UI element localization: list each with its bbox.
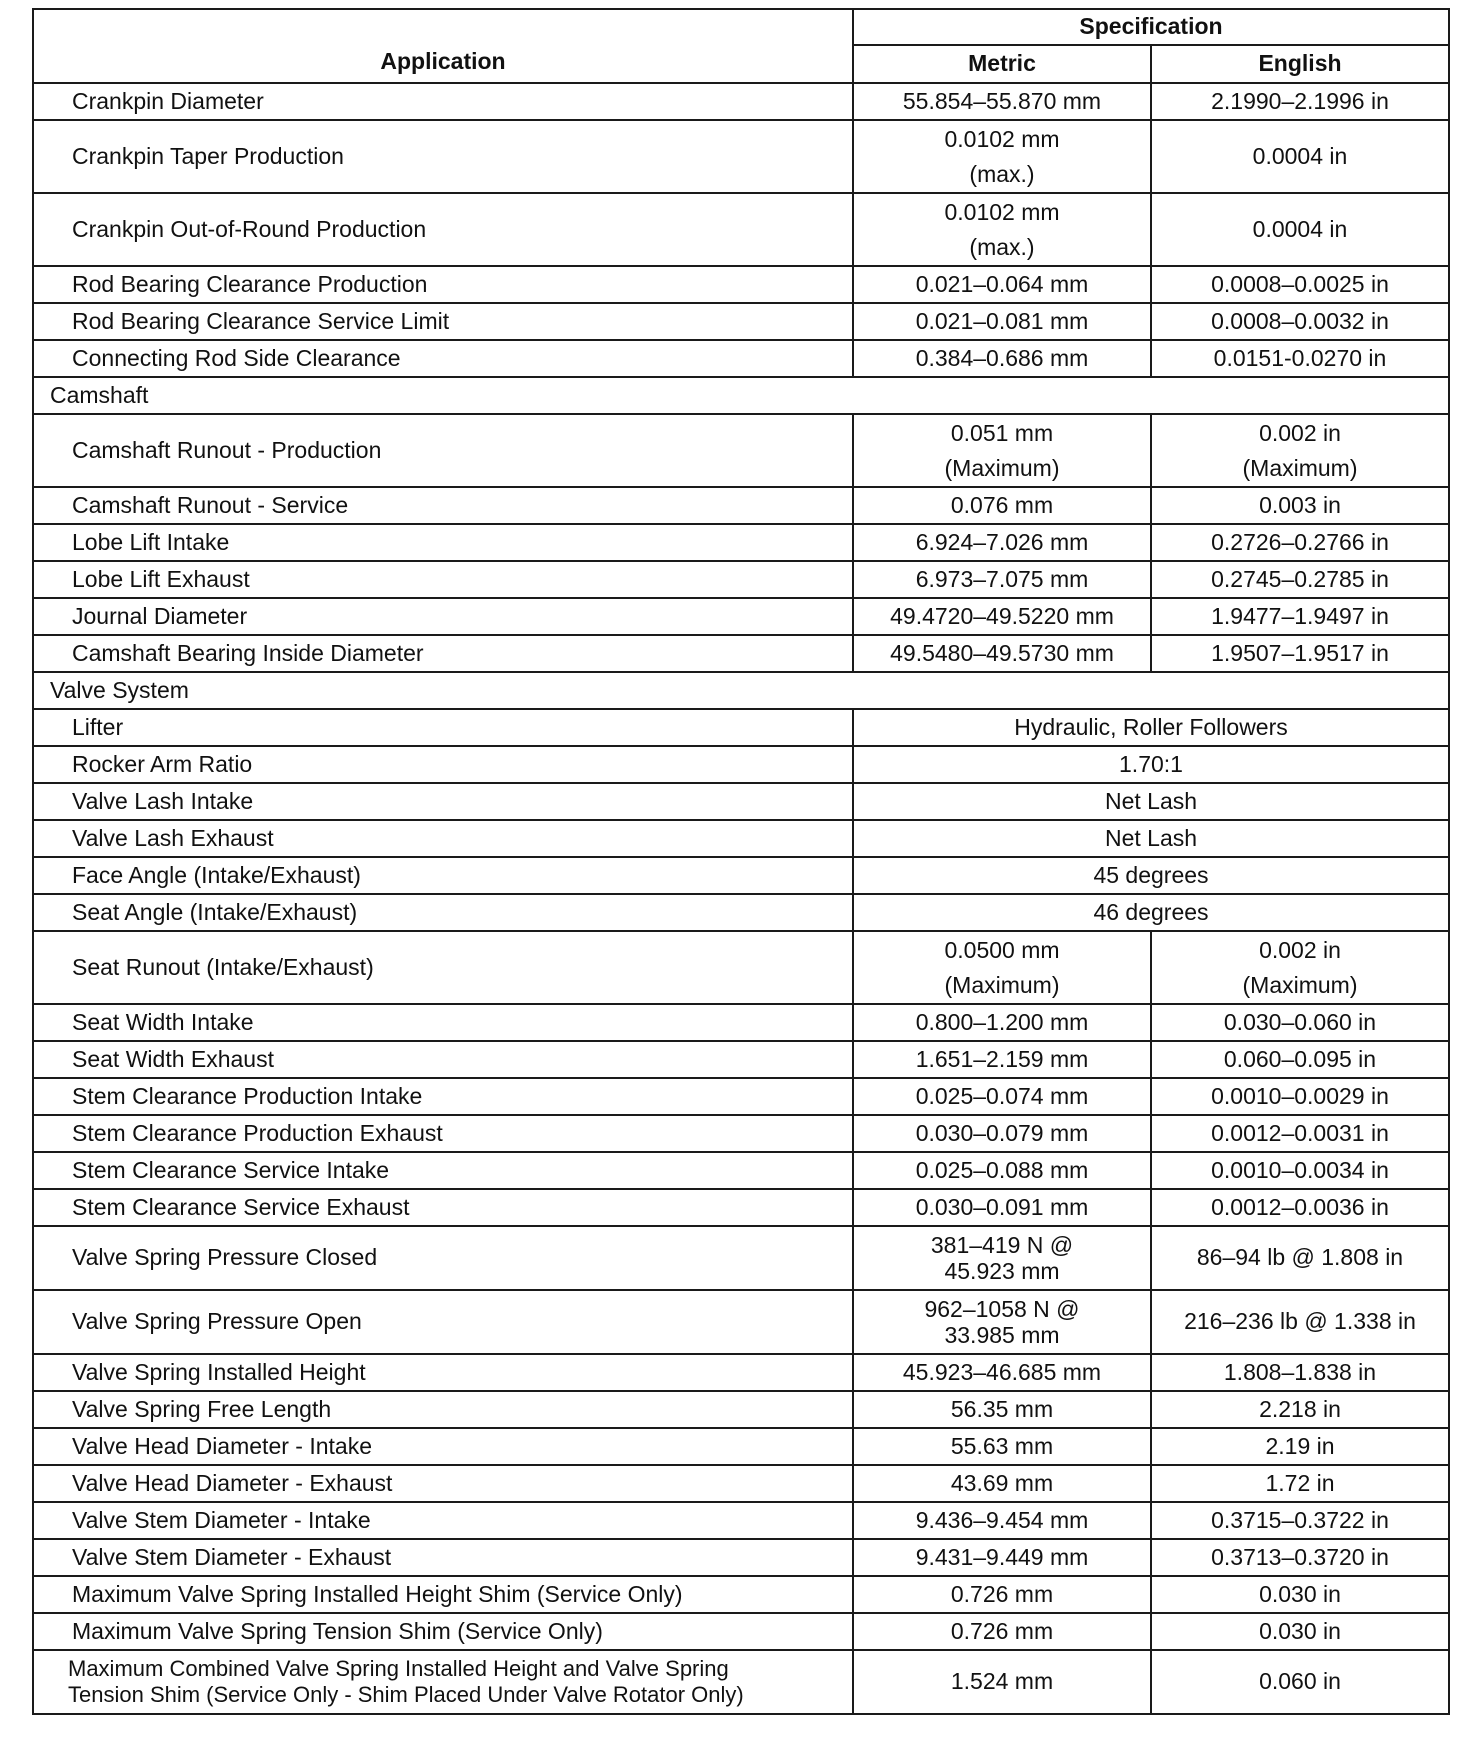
- english-cell: 0.030 in: [1151, 1576, 1449, 1613]
- english-cell: 0.0008–0.0025 in: [1151, 266, 1449, 303]
- specification-cell: Hydraulic, Roller Followers: [853, 709, 1449, 746]
- table-row: [33, 1004, 1449, 1041]
- metric-cell: 1.651–2.159 mm: [853, 1041, 1151, 1078]
- metric-cell: [853, 931, 1151, 1004]
- metric-cell: 55.63 mm: [853, 1428, 1151, 1465]
- english-cell: 0.0012–0.0031 in: [1151, 1115, 1449, 1152]
- english-cell: 0.0151-0.0270 in: [1151, 340, 1449, 377]
- table-row: [33, 1041, 1449, 1078]
- english-cell: 1.9477–1.9497 in: [1151, 598, 1449, 635]
- application-cell: Stem Clearance Service Exhaust: [33, 1189, 853, 1226]
- specification-header: Specification: [853, 9, 1449, 45]
- table-body: [33, 83, 1449, 1714]
- application-cell: Seat Width Exhaust: [33, 1041, 853, 1078]
- table-row: [33, 340, 1449, 377]
- application-cell: [33, 1650, 853, 1714]
- metric-cell: [853, 193, 1151, 266]
- english-cell: 0.060 in: [1151, 1650, 1449, 1714]
- table-row: [33, 1650, 1449, 1714]
- table-row: [33, 120, 1449, 193]
- metric-cell: 45.923–46.685 mm: [853, 1354, 1151, 1391]
- section-title: Valve System: [33, 672, 1449, 709]
- specification-cell: 1.70:1: [853, 746, 1449, 783]
- application-cell: Lifter: [33, 709, 853, 746]
- application-cell: Seat Angle (Intake/Exhaust): [33, 894, 853, 931]
- english-cell: 1.9507–1.9517 in: [1151, 635, 1449, 672]
- table-row: [33, 1576, 1449, 1613]
- application-cell: Camshaft Runout - Production: [33, 414, 853, 487]
- specification-cell: 45 degrees: [853, 857, 1449, 894]
- section-row: [33, 377, 1449, 414]
- application-cell: Valve Lash Intake: [33, 783, 853, 820]
- metric-line: 0.0500 mm: [944, 936, 1060, 963]
- metric-cell: 0.800–1.200 mm: [853, 1004, 1151, 1041]
- table-row: [33, 1078, 1449, 1115]
- english-cell: [1151, 414, 1449, 487]
- english-cell: 1.808–1.838 in: [1151, 1354, 1449, 1391]
- metric-line: 962–1058 N @: [924, 1296, 1080, 1322]
- metric-cell: 0.021–0.064 mm: [853, 266, 1151, 303]
- table-row: [33, 709, 1449, 746]
- metric-cell: 6.973–7.075 mm: [853, 561, 1151, 598]
- english-line: 0.002 in: [1259, 419, 1341, 446]
- application-cell: Rod Bearing Clearance Production: [33, 266, 853, 303]
- table-row: [33, 598, 1449, 635]
- metric-cell: 0.030–0.091 mm: [853, 1189, 1151, 1226]
- table-row: [33, 783, 1449, 820]
- application-cell: Valve Head Diameter - Intake: [33, 1428, 853, 1465]
- english-cell: 86–94 lb @ 1.808 in: [1151, 1226, 1449, 1290]
- application-cell: Camshaft Bearing Inside Diameter: [33, 635, 853, 672]
- section-title: Camshaft: [33, 377, 1449, 414]
- application-cell: Camshaft Runout - Service: [33, 487, 853, 524]
- table-row: [33, 1502, 1449, 1539]
- english-cell: 216–236 lb @ 1.338 in: [1151, 1290, 1449, 1354]
- table-row: [33, 524, 1449, 561]
- metric-cell: 0.030–0.079 mm: [853, 1115, 1151, 1152]
- metric-cell: 0.076 mm: [853, 487, 1151, 524]
- metric-cell: [853, 414, 1151, 487]
- application-cell: Seat Runout (Intake/Exhaust): [33, 931, 853, 1004]
- metric-cell: 0.726 mm: [853, 1613, 1151, 1650]
- metric-cell: 0.384–0.686 mm: [853, 340, 1151, 377]
- application-cell: Valve Spring Installed Height: [33, 1354, 853, 1391]
- english-cell: 0.030–0.060 in: [1151, 1004, 1449, 1041]
- application-cell: Maximum Valve Spring Tension Shim (Service Only): [33, 1613, 853, 1650]
- section-row: [33, 672, 1449, 709]
- english-cell: 0.2745–0.2785 in: [1151, 561, 1449, 598]
- application-cell: Valve Spring Free Length: [33, 1391, 853, 1428]
- specification-cell: Net Lash: [853, 783, 1449, 820]
- table-row: [33, 1465, 1449, 1502]
- metric-line: (Maximum): [944, 454, 1060, 481]
- table-row: [33, 414, 1449, 487]
- table-row: [33, 193, 1449, 266]
- table-row: [33, 1290, 1449, 1354]
- english-cell: 0.0010–0.0034 in: [1151, 1152, 1449, 1189]
- application-cell: Stem Clearance Service Intake: [33, 1152, 853, 1189]
- metric-cell: 0.025–0.074 mm: [853, 1078, 1151, 1115]
- metric-cell: [853, 1290, 1151, 1354]
- english-cell: 0.0004 in: [1151, 120, 1449, 193]
- table-row: [33, 1115, 1449, 1152]
- metric-line: (max.): [969, 160, 1035, 187]
- table-row: [33, 931, 1449, 1004]
- application-cell: Crankpin Diameter: [33, 83, 853, 120]
- metric-cell: 0.021–0.081 mm: [853, 303, 1151, 340]
- metric-line: 0.0102 mm: [944, 198, 1060, 225]
- table-row: [33, 303, 1449, 340]
- metric-line: 381–419 N @: [930, 1232, 1074, 1258]
- table-header: [33, 9, 1449, 83]
- english-cell: 0.060–0.095 in: [1151, 1041, 1449, 1078]
- specification-table: [32, 8, 1450, 1715]
- metric-cell: 9.436–9.454 mm: [853, 1502, 1151, 1539]
- metric-header: Metric: [853, 45, 1151, 83]
- table-row: [33, 487, 1449, 524]
- table-row: [33, 1189, 1449, 1226]
- english-cell: 2.1990–2.1996 in: [1151, 83, 1449, 120]
- application-cell: Valve Spring Pressure Open: [33, 1290, 853, 1354]
- application-cell: Rocker Arm Ratio: [33, 746, 853, 783]
- english-cell: 0.030 in: [1151, 1613, 1449, 1650]
- application-header: Application: [33, 9, 853, 83]
- english-line: 0.002 in: [1259, 936, 1341, 963]
- application-cell: Valve Head Diameter - Exhaust: [33, 1465, 853, 1502]
- table-row: [33, 820, 1449, 857]
- application-cell: Lobe Lift Exhaust: [33, 561, 853, 598]
- table-row: [33, 1391, 1449, 1428]
- application-line: Tension Shim (Service Only - Shim Placed Under Valve Rotator Only): [68, 1682, 744, 1707]
- application-cell: Face Angle (Intake/Exhaust): [33, 857, 853, 894]
- metric-cell: 43.69 mm: [853, 1465, 1151, 1502]
- application-cell: Valve Stem Diameter - Intake: [33, 1502, 853, 1539]
- table-row: [33, 83, 1449, 120]
- application-cell: Valve Spring Pressure Closed: [33, 1226, 853, 1290]
- metric-cell: 0.726 mm: [853, 1576, 1151, 1613]
- metric-cell: [853, 120, 1151, 193]
- application-cell: Lobe Lift Intake: [33, 524, 853, 561]
- metric-cell: 1.524 mm: [853, 1650, 1151, 1714]
- english-cell: 1.72 in: [1151, 1465, 1449, 1502]
- application-cell: Rod Bearing Clearance Service Limit: [33, 303, 853, 340]
- metric-cell: 56.35 mm: [853, 1391, 1151, 1428]
- english-cell: 0.0004 in: [1151, 193, 1449, 266]
- metric-cell: 0.025–0.088 mm: [853, 1152, 1151, 1189]
- metric-cell: 55.854–55.870 mm: [853, 83, 1151, 120]
- table-row: [33, 746, 1449, 783]
- table-row: [33, 266, 1449, 303]
- metric-line: 0.051 mm: [950, 419, 1054, 446]
- table-row: [33, 561, 1449, 598]
- english-cell: 2.218 in: [1151, 1391, 1449, 1428]
- metric-line: (max.): [969, 233, 1035, 260]
- metric-cell: 49.5480–49.5730 mm: [853, 635, 1151, 672]
- english-cell: 0.3713–0.3720 in: [1151, 1539, 1449, 1576]
- metric-line: 45.923 mm: [944, 1258, 1060, 1284]
- table-row: [33, 1152, 1449, 1189]
- table-row: [33, 894, 1449, 931]
- specification-cell: Net Lash: [853, 820, 1449, 857]
- english-cell: 2.19 in: [1151, 1428, 1449, 1465]
- english-cell: 0.003 in: [1151, 487, 1449, 524]
- english-line: (Maximum): [1242, 454, 1358, 481]
- table-row: [33, 1613, 1449, 1650]
- metric-cell: [853, 1226, 1151, 1290]
- table-row: [33, 1226, 1449, 1290]
- metric-line: 0.0102 mm: [944, 125, 1060, 152]
- metric-line: 33.985 mm: [944, 1322, 1060, 1348]
- application-cell: Journal Diameter: [33, 598, 853, 635]
- english-cell: [1151, 931, 1449, 1004]
- english-cell: 0.2726–0.2766 in: [1151, 524, 1449, 561]
- application-cell: Valve Stem Diameter - Exhaust: [33, 1539, 853, 1576]
- english-cell: 0.0008–0.0032 in: [1151, 303, 1449, 340]
- english-line: (Maximum): [1242, 971, 1358, 998]
- table-row: [33, 1354, 1449, 1391]
- metric-cell: 9.431–9.449 mm: [853, 1539, 1151, 1576]
- metric-line: (Maximum): [944, 971, 1060, 998]
- table-row: [33, 1539, 1449, 1576]
- application-cell: Stem Clearance Production Exhaust: [33, 1115, 853, 1152]
- english-header: English: [1151, 45, 1449, 83]
- table-row: [33, 635, 1449, 672]
- metric-cell: 49.4720–49.5220 mm: [853, 598, 1151, 635]
- application-cell: Connecting Rod Side Clearance: [33, 340, 853, 377]
- table-row: [33, 1428, 1449, 1465]
- english-cell: 0.0012–0.0036 in: [1151, 1189, 1449, 1226]
- table-row: [33, 857, 1449, 894]
- english-cell: 0.3715–0.3722 in: [1151, 1502, 1449, 1539]
- metric-cell: 6.924–7.026 mm: [853, 524, 1151, 561]
- application-cell: Maximum Valve Spring Installed Height Shim (Service Only): [33, 1576, 853, 1613]
- application-cell: Stem Clearance Production Intake: [33, 1078, 853, 1115]
- application-line: Maximum Combined Valve Spring Installed Height and Valve Spring: [68, 1656, 729, 1681]
- specification-cell: 46 degrees: [853, 894, 1449, 931]
- application-cell: Valve Lash Exhaust: [33, 820, 853, 857]
- english-cell: 0.0010–0.0029 in: [1151, 1078, 1449, 1115]
- application-cell: Crankpin Out-of-Round Production: [33, 193, 853, 266]
- application-cell: Seat Width Intake: [33, 1004, 853, 1041]
- application-cell: Crankpin Taper Production: [33, 120, 853, 193]
